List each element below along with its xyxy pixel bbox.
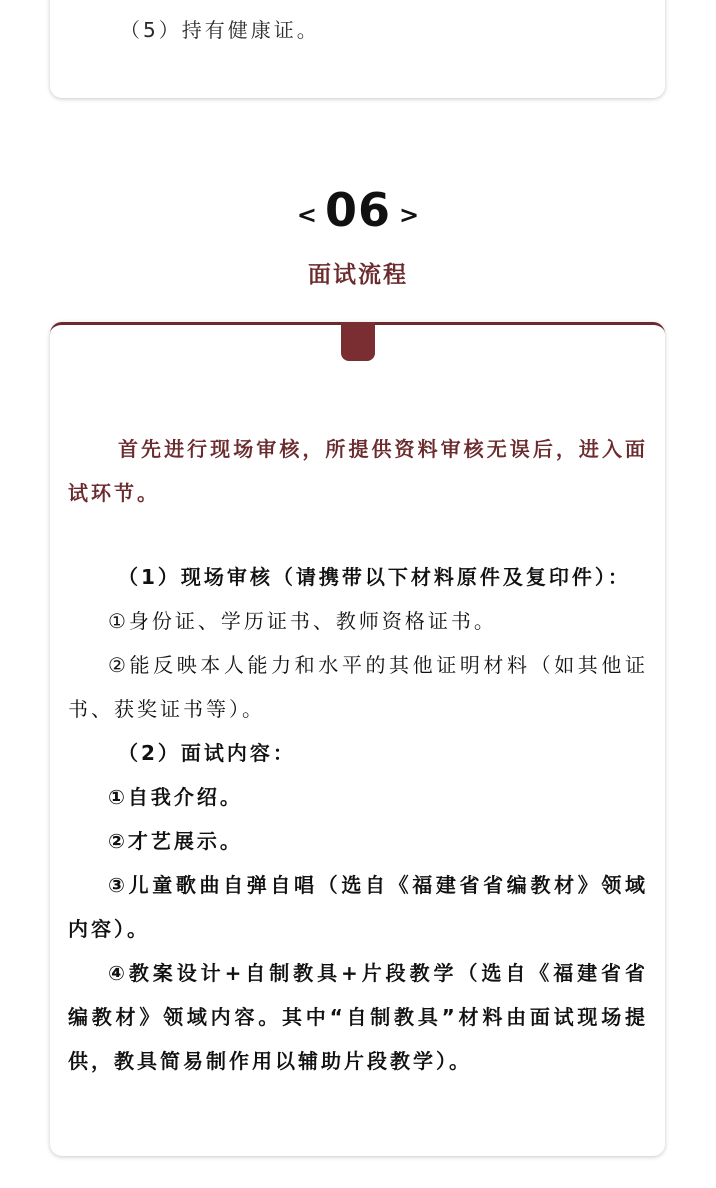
health-certificate-item: （5）持有健康证。 [120,18,320,42]
list-item-teaching-plan: ④教案设计+自制教具+片段教学（选自《福建省省编教材》领域内容。其中“自制教具”材料由面试现场提供，教具简易制作用以辅助片段教学）。 [68,961,648,1073]
card-tab-marker [341,322,375,361]
section-number-heading [0,180,716,240]
list-item-other-materials: ②能反映本人能力和水平的其他证明材料（如其他证书、获奖证书等）。 [68,653,648,721]
interview-process-card [50,322,665,1156]
section-title: 面试流程 [308,262,408,288]
section-number: 06 [324,183,391,237]
intro-paragraph: 首先进行现场审核，所提供资料审核无误后，进入面试环节。 [68,437,648,505]
left-angle-icon: < [296,201,317,229]
list-item-children-song: ③儿童歌曲自弹自唱（选自《福建省省编教材》领域内容）。 [68,873,648,941]
previous-section-card [50,0,665,98]
list-item-id-documents: ①身份证、学历证书、教师资格证书。 [108,609,497,633]
spacer [68,515,648,555]
list-item-talent-show: ②才艺展示。 [108,829,243,853]
list-item-self-intro: ①自我介绍。 [108,785,243,809]
interview-content-heading: （2）面试内容： [118,741,296,765]
card-body [68,427,648,1083]
right-angle-icon: > [399,201,420,229]
onsite-review-heading: （1）现场审核（请携带以下材料原件及复印件）： [118,565,631,589]
